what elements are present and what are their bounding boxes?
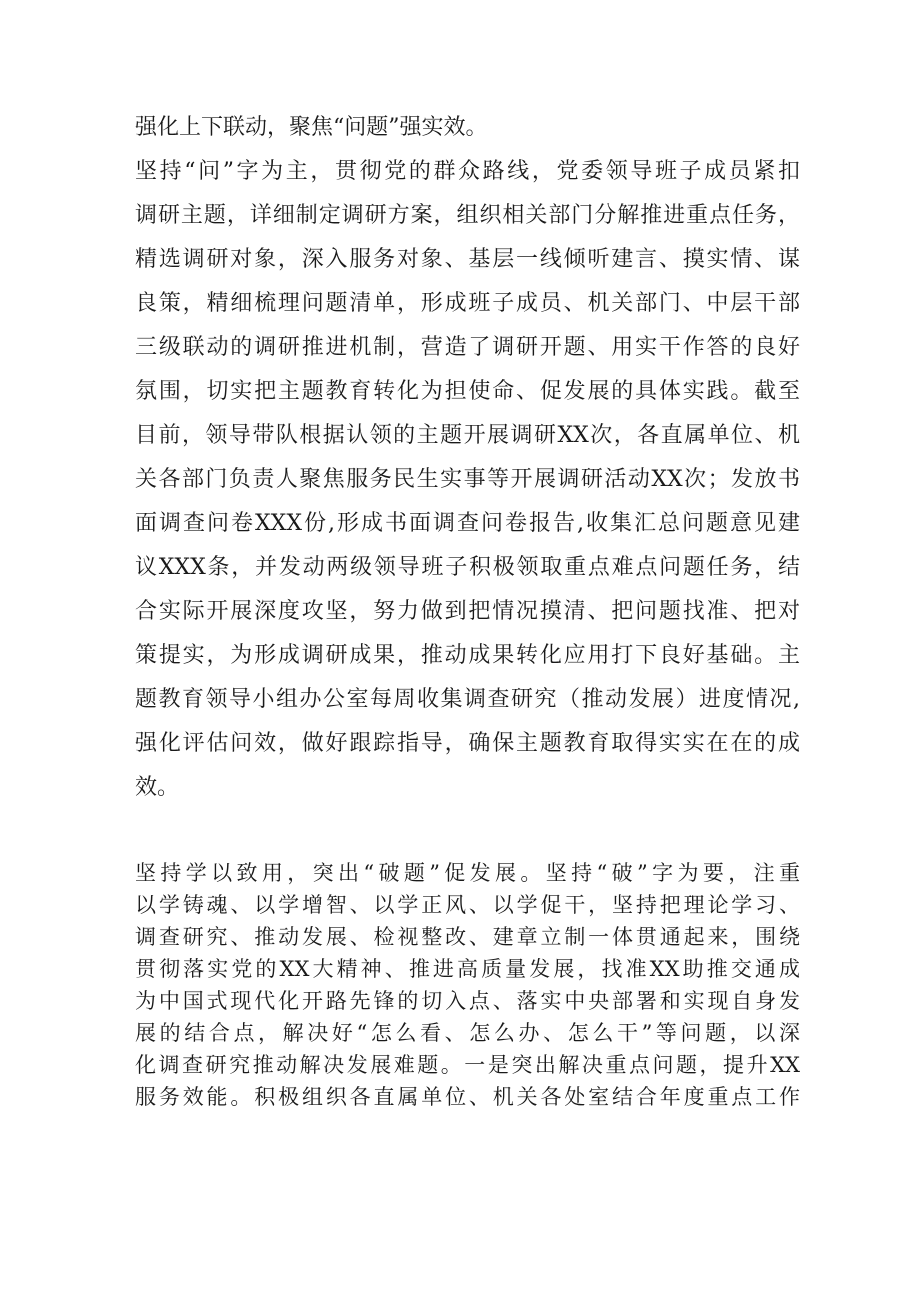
paragraph-line: 坚持学以致用，突出“破题”促发展。坚持“破”字为要，注重 <box>135 861 800 885</box>
paragraph-line: 策提实，为形成调研成果，推动成果转化应用打下良好基础。主 <box>135 643 800 668</box>
section-heading-line: 强化上下联动，聚焦“问题”强实效。 <box>135 115 488 140</box>
paragraph-line: 关各部门负责人聚焦服务民生实事等开展调研活动XX次；发放书 <box>135 467 800 492</box>
paragraph-line: 为中国式现代化开路先锋的切入点、落实中央部署和实现自身发 <box>135 989 800 1013</box>
paragraph-line: 良策，精细梳理问题清单，形成班子成员、机关部门、中层干部 <box>135 291 800 316</box>
paragraph-line: 坚持“问”字为主，贯彻党的群众路线，党委领导班子成员紧扣 <box>135 159 800 184</box>
paragraph-line: 效。 <box>135 775 180 800</box>
paragraph-line: 以学铸魂、以学增智、以学正风、以学促干，坚持把理论学习、 <box>135 893 800 917</box>
paragraph-line: 服务效能。积极组织各直属单位、机关各处室结合年度重点工作 <box>135 1085 800 1109</box>
paragraph-line: 合实际开展深度攻坚，努力做到把情况摸清、把问题找准、把对 <box>135 599 800 624</box>
paragraph-line: 调研主题，详细制定调研方案，组织相关部门分解推进重点任务， <box>135 203 800 228</box>
paragraph-line: 三级联动的调研推进机制，营造了调研开题、用实干作答的良好 <box>135 335 800 360</box>
paragraph-line: 化调查研究推动解决发展难题。一是突出解决重点问题，提升XX <box>135 1053 800 1077</box>
paragraph-line: 面调查问卷XXX份,形成书面调查问卷报告,收集汇总问题意见建 <box>135 511 800 536</box>
paragraph-line: 氛围，切实把主题教育转化为担使命、促发展的具体实践。截至 <box>135 379 800 404</box>
paragraph-line: 目前，领导带队根据认领的主题开展调研XX次，各直属单位、机 <box>135 423 800 448</box>
paragraph-line: 强化评估问效，做好跟踪指导，确保主题教育取得实实在在的成 <box>135 731 800 756</box>
paragraph-line: 议XXX条，并发动两级领导班子积极领取重点难点问题任务，结 <box>135 555 800 580</box>
paragraph-line: 精选调研对象，深入服务对象、基层一线倾听建言、摸实情、谋 <box>135 247 800 272</box>
paragraph-line: 贯彻落实党的XX大精神、推进高质量发展，找准XX助推交通成 <box>135 957 800 981</box>
paragraph-line: 题教育领导小组办公室每周收集调查研究（推动发展）进度情况, <box>135 687 800 712</box>
paragraph-line: 展的结合点，解决好“怎么看、怎么办、怎么干”等问题，以深 <box>135 1021 800 1045</box>
paragraph-line: 调查研究、推动发展、检视整改、建章立制一体贯通起来，围绕 <box>135 925 800 949</box>
